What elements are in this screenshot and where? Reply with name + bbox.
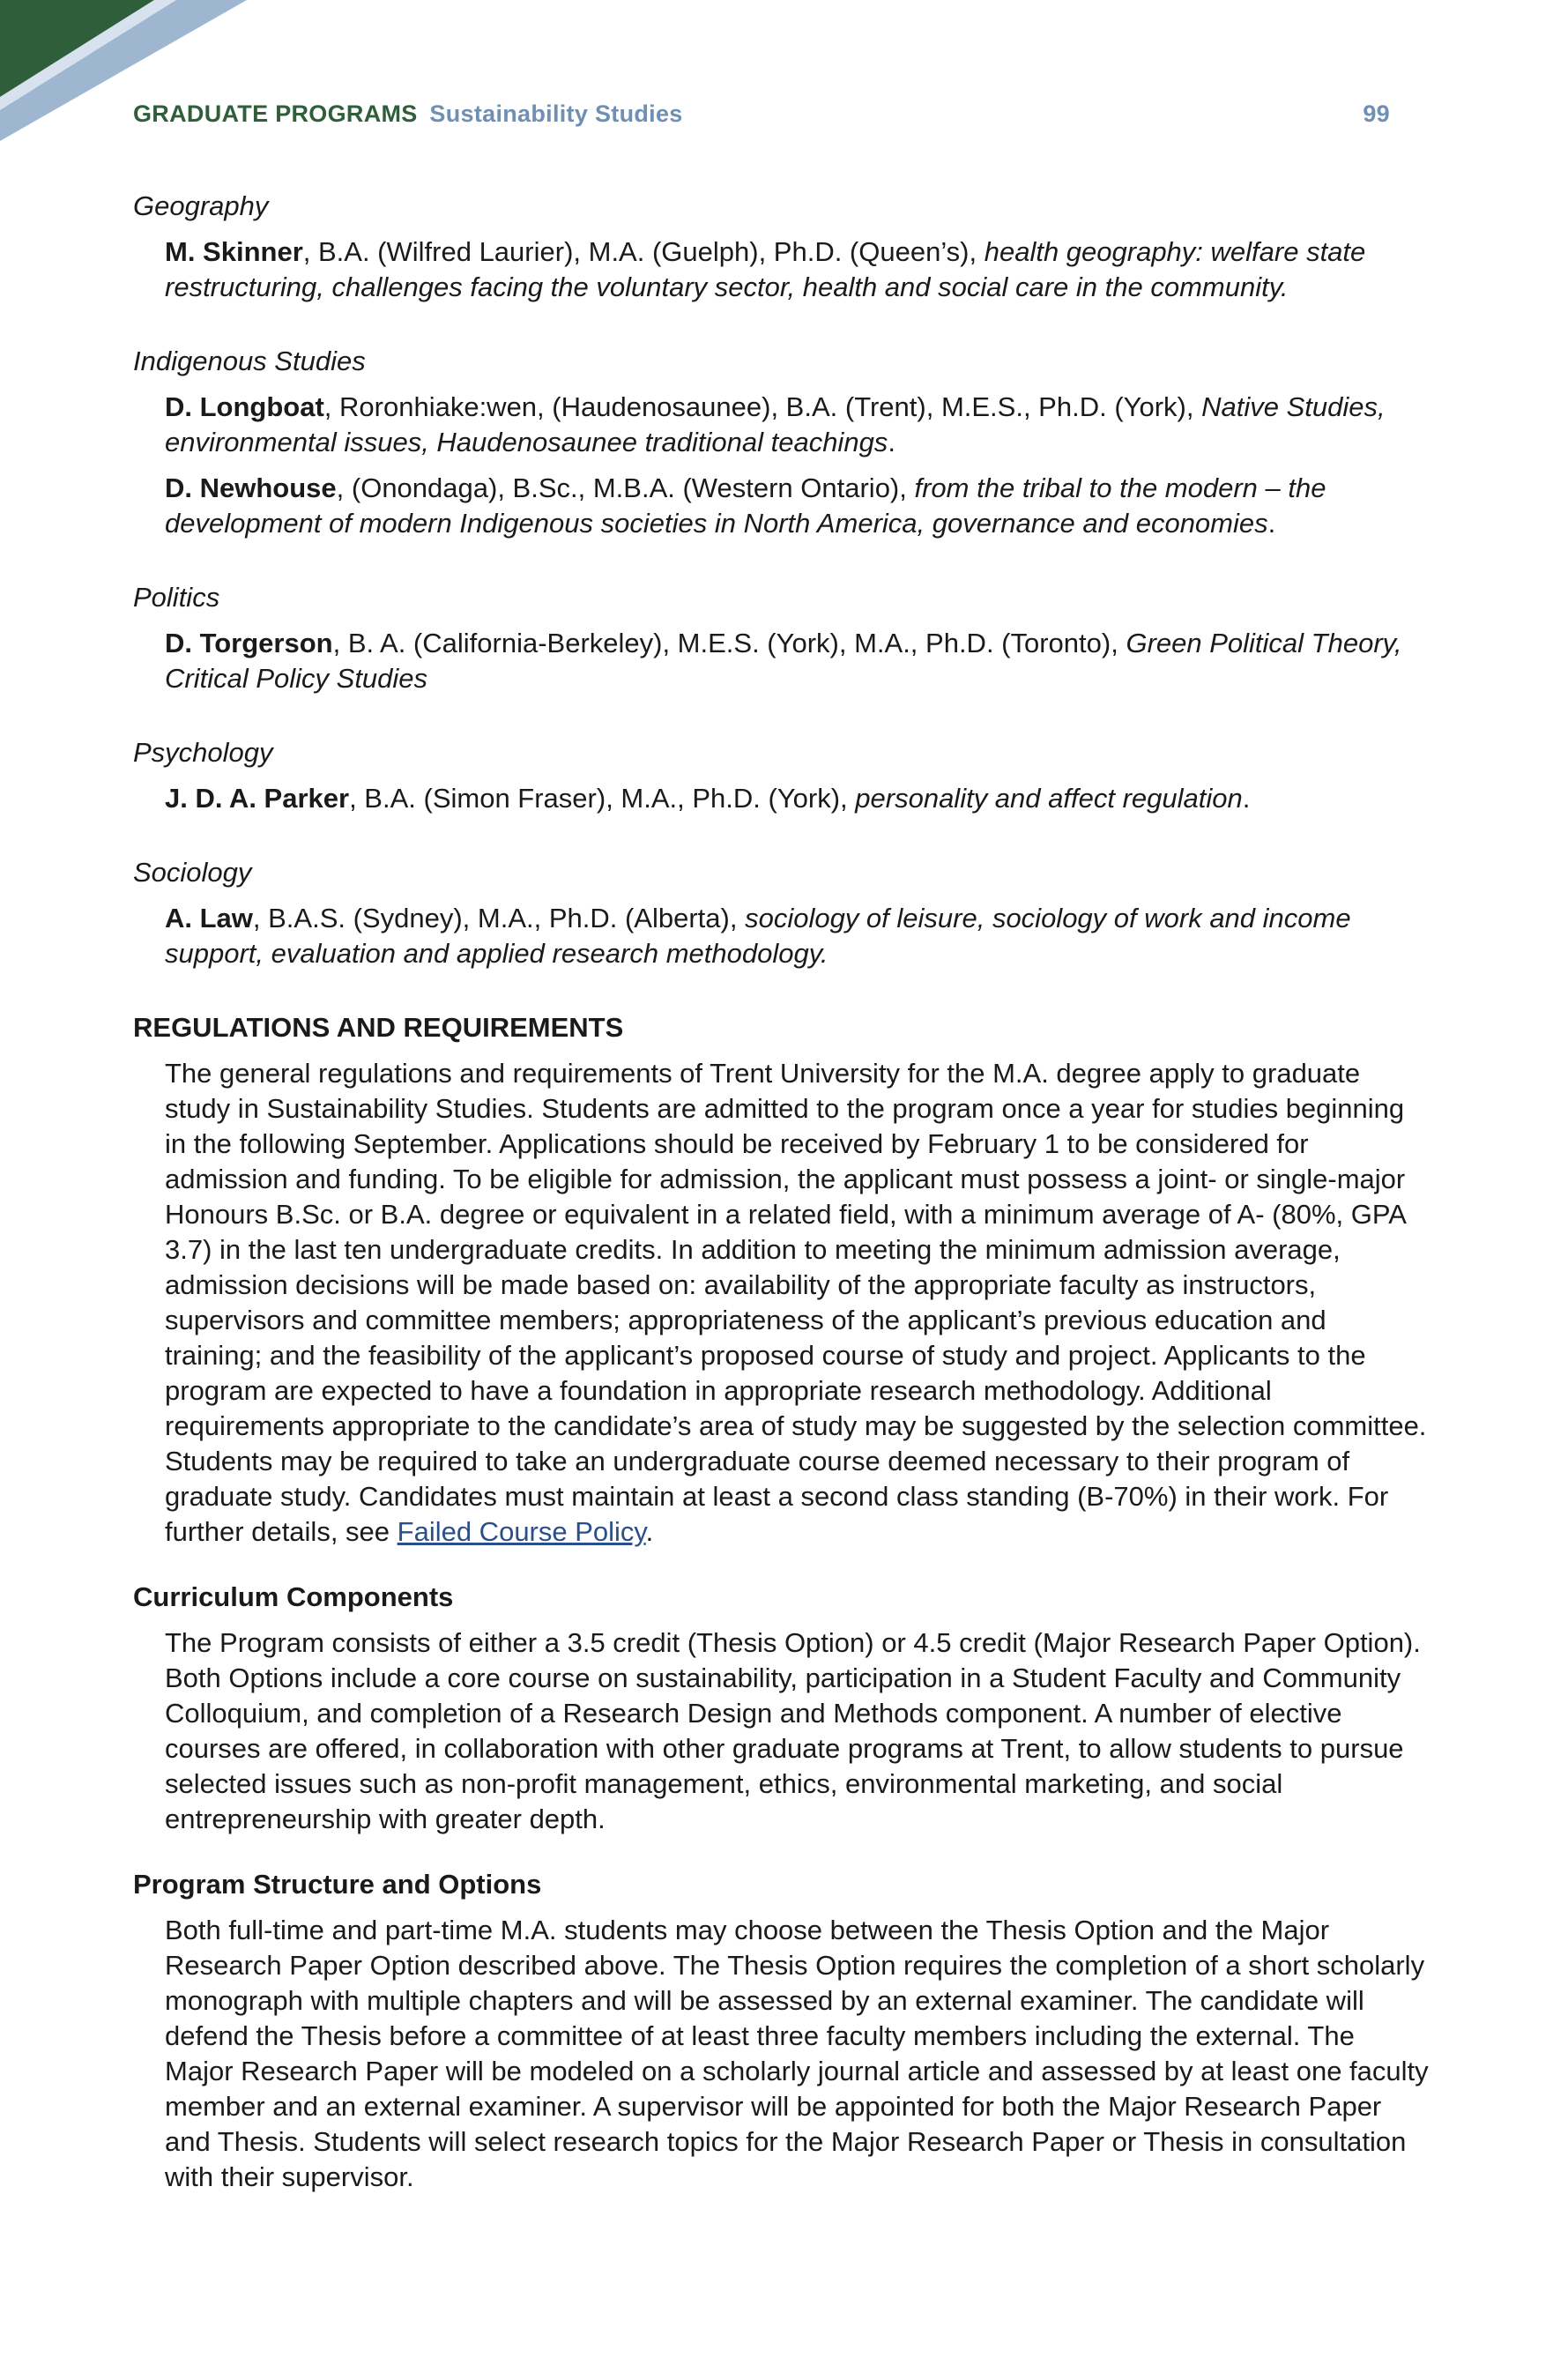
faculty-entry-end: . bbox=[888, 427, 895, 457]
faculty-entry bbox=[165, 390, 1429, 460]
regulations-text-end: . bbox=[645, 1516, 654, 1547]
failed-course-policy-link[interactable]: Failed Course Policy bbox=[397, 1516, 646, 1547]
section-heading-regulations: REGULATIONS AND REQUIREMENTS bbox=[133, 1012, 624, 1043]
department-heading: Politics bbox=[133, 582, 220, 613]
faculty-name: M. Skinner bbox=[165, 236, 303, 267]
running-header bbox=[133, 100, 1390, 128]
faculty-credentials: , (Onondaga), B.Sc., M.B.A. (Western Ontario), bbox=[336, 472, 915, 503]
faculty-entry-end: . bbox=[1242, 783, 1251, 814]
department-heading: Psychology bbox=[133, 737, 273, 768]
faculty-credentials: , B.A.S. (Sydney), M.A., Ph.D. (Alberta), bbox=[252, 903, 746, 933]
header-section: Sustainability Studies bbox=[429, 100, 683, 127]
structure-paragraph: Both full-time and part-time M.A. students may choose between the Thesis Option and the Major Research Paper Option described above. The Thesis Option requires the completion of a short scholarly monograph with multiple chapters and will be assessed by an external examiner. The candidate will defend the Thesis before a committee of at least three faculty members including the external. The Major Research Paper will be modeled on a scholarly journal article and assessed by at least one faculty member and an external examiner. A supervisor will be appointed for both the Major Research Paper and Thesis. Students will select research topics for the Major Research Paper or Thesis in consultation with their supervisor. bbox=[165, 1915, 1429, 2192]
faculty-entry bbox=[165, 781, 1429, 816]
corner-decoration bbox=[0, 0, 247, 159]
faculty-credentials: , Roronhiake:wen, (Haudenosaunee), B.A. (Trent), M.E.S., Ph.D. (York), bbox=[323, 391, 1202, 422]
faculty-interests: personality and affect regulation bbox=[855, 783, 1243, 814]
faculty-interests: health geography: welfare state restructuring, challenges facing the voluntary sector, health and social care in the community. bbox=[165, 236, 1366, 302]
department-heading: Indigenous Studies bbox=[133, 346, 366, 376]
faculty-name: D. Longboat bbox=[165, 391, 324, 422]
page-number: 99 bbox=[1363, 100, 1390, 127]
regulations-text: The general regulations and requirements of Trent University for the M.A. degree apply to graduate study in Sustainability Studies. Students are admitted to the program once a year for studies beginning in the following September. Applications should be received by February 1 to be considered for admission and funding. To be eligible for admission, the applicant must possess a joint- or single-major Honours B.Sc. or B.A. degree or equivalent in a related field, with a minimum average of A- (80%, GPA 3.7) in the last ten undergraduate credits. In addition to meeting the minimum admission average, admission decisions will be made based on: availability of the appropriate faculty as instructors, supervisors and committee members; appropriateness of the applicant’s previous education and training; and the feasibility of the applicant’s proposed course of study and project. Applicants to the program are expected to have a foundation in appropriate research methodology. Additional requirements appropriate to the candidate’s area of study may be suggested by the selection committee. Students may be required to take an undergraduate course deemed necessary to their program of graduate study. Candidates must maintain at least a second class standing (B-70%) in their work. For further details, see bbox=[165, 1058, 1427, 1547]
faculty-credentials: , B. A. (California-Berkeley), M.E.S. (York), M.A., Ph.D. (Toronto), bbox=[332, 628, 1126, 658]
faculty-entry bbox=[165, 471, 1429, 541]
page-content bbox=[133, 189, 1429, 2225]
faculty-entry bbox=[165, 901, 1429, 971]
faculty-name: A. Law bbox=[165, 903, 253, 933]
regulations-paragraph bbox=[165, 1056, 1429, 1550]
faculty-interests: from the tribal to the modern – the development of modern Indigenous societies in North America, governance and economies bbox=[165, 472, 1326, 539]
faculty-entry-end: . bbox=[1267, 508, 1276, 539]
faculty-name: D. Newhouse bbox=[165, 472, 337, 503]
faculty-credentials: , B.A. (Simon Fraser), M.A., Ph.D. (York), bbox=[349, 783, 856, 814]
faculty-name: D. Torgerson bbox=[165, 628, 333, 658]
header-program: GRADUATE PROGRAMS bbox=[133, 100, 418, 127]
faculty-interests: sociology of leisure, sociology of work and income support, evaluation and applied research methodology. bbox=[165, 903, 1351, 969]
faculty-interests: Green Political Theory, Critical Policy Studies bbox=[165, 628, 1402, 694]
faculty-name: J. D. A. Parker bbox=[165, 783, 350, 814]
section-heading-structure: Program Structure and Options bbox=[133, 1869, 542, 1900]
department-heading: Sociology bbox=[133, 857, 252, 888]
faculty-credentials: , B.A. (Wilfred Laurier), M.A. (Guelph), Ph.D. (Queen’s), bbox=[302, 236, 985, 267]
department-heading: Geography bbox=[133, 190, 269, 221]
faculty-interests: Native Studies, environmental issues, Haudenosaunee traditional teachings bbox=[165, 391, 1386, 457]
section-heading-curriculum: Curriculum Components bbox=[133, 1581, 454, 1612]
curriculum-paragraph: The Program consists of either a 3.5 credit (Thesis Option) or 4.5 credit (Major Research Paper Option). Both Options include a core course on sustainability, participation in a Student Faculty and Community Colloquium, and completion of a Research Design and Methods component. A number of elective courses are offered, in collaboration with other graduate programs at Trent, to allow students to pursue selected issues such as non-profit management, ethics, environmental marketing, and social entrepreneurship with greater depth. bbox=[165, 1627, 1421, 1834]
faculty-entry bbox=[165, 234, 1429, 305]
faculty-entry bbox=[165, 626, 1429, 696]
